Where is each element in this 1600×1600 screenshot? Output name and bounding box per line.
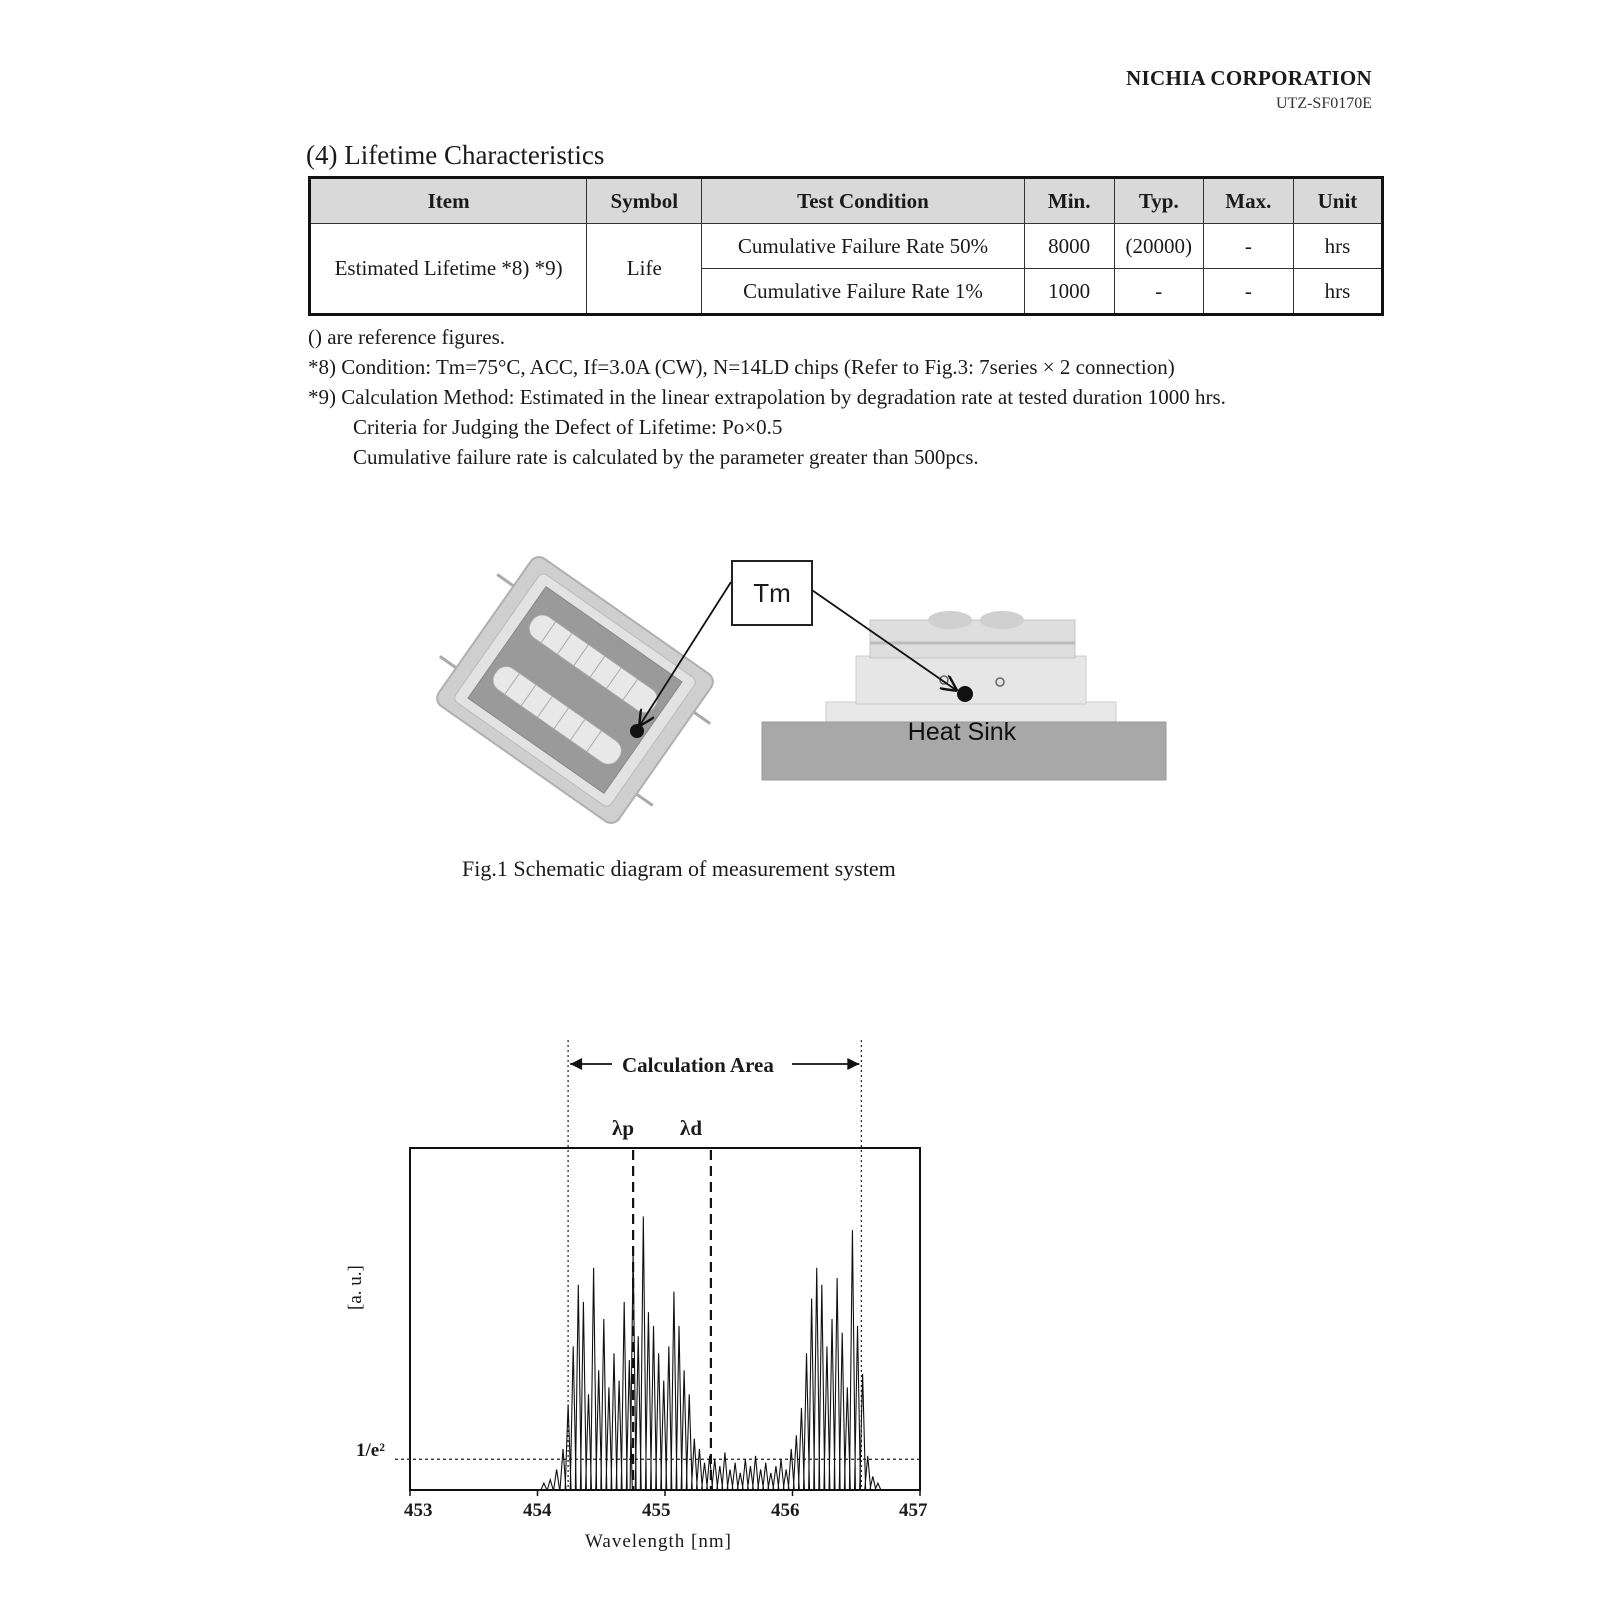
x-axis-label: Wavelength [nm] xyxy=(585,1531,732,1552)
cell-unit: hrs xyxy=(1293,269,1382,315)
cell-item: Estimated Lifetime *8) *9) xyxy=(310,224,587,315)
spectrum-peak xyxy=(860,1374,866,1490)
spectrum-peak xyxy=(855,1326,861,1490)
cell-unit: hrs xyxy=(1293,224,1382,269)
cell-min: 1000 xyxy=(1024,269,1114,315)
x-tick-label: 455 xyxy=(642,1500,671,1521)
cell-max: - xyxy=(1203,224,1293,269)
spectrum-peak xyxy=(870,1476,876,1490)
spectrum-peak xyxy=(554,1469,560,1490)
header-test-condition: Test Condition xyxy=(702,178,1024,224)
cell-condition: Cumulative Failure Rate 1% xyxy=(702,269,1024,315)
spectrum-peak xyxy=(547,1480,553,1490)
spectrum-peak xyxy=(640,1216,646,1490)
spectrum-peak xyxy=(722,1452,728,1490)
calc-area-arrowhead-right xyxy=(847,1058,859,1070)
header-min: Min. xyxy=(1024,178,1114,224)
header-typ: Typ. xyxy=(1114,178,1203,224)
y-axis-label: [a. u.] xyxy=(345,1265,366,1310)
spectrum-peak xyxy=(712,1459,718,1490)
spectrum-peak xyxy=(681,1370,687,1490)
spectrum-peak xyxy=(849,1230,855,1490)
x-tick-label: 453 xyxy=(404,1500,433,1521)
section-title: (4) Lifetime Characteristics xyxy=(306,140,605,170)
spectrum-peak xyxy=(591,1268,597,1490)
x-tick-label: 457 xyxy=(899,1500,928,1521)
cell-typ: (20000) xyxy=(1114,224,1203,269)
spectrum-peak xyxy=(541,1483,547,1490)
spectrum-peak xyxy=(834,1278,840,1490)
spectrum-peak xyxy=(656,1353,662,1490)
cell-condition: Cumulative Failure Rate 50% xyxy=(702,224,1024,269)
spectrum-peak xyxy=(621,1302,627,1490)
cell-min: 8000 xyxy=(1024,224,1114,269)
spectrum-peak xyxy=(580,1302,586,1490)
header-item: Item xyxy=(310,178,587,224)
cell-max: - xyxy=(1203,269,1293,315)
spectrum-peak xyxy=(696,1449,702,1490)
note-9-cumulative: Cumulative failure rate is calculated by the parameter greater than 500pcs. xyxy=(353,445,979,469)
cell-typ: - xyxy=(1114,269,1203,315)
spectrum-peak xyxy=(742,1459,748,1490)
lambda-d-label: λd xyxy=(680,1116,702,1140)
note-reference: () are reference figures. xyxy=(308,325,506,349)
spectrum-peak xyxy=(601,1319,607,1490)
spectrum-peak xyxy=(691,1439,697,1490)
document-id: UTZ-SF0170E xyxy=(1276,95,1372,112)
header-symbol: Symbol xyxy=(587,178,702,224)
calculation-area-label: Calculation Area xyxy=(622,1053,774,1077)
lambda-p-label: λp xyxy=(612,1116,634,1140)
spectrum-peak xyxy=(763,1463,769,1490)
spectrum-peak xyxy=(839,1333,845,1490)
spectrum-peak xyxy=(875,1483,881,1490)
heat-sink-label: Heat Sink xyxy=(907,718,1017,746)
header-unit: Unit xyxy=(1293,178,1382,224)
note-9: *9) Calculation Method: Estimated in the linear extrapolation by degradation rate at tested duration 1000 hrs. xyxy=(308,385,1226,409)
cell-symbol: Life xyxy=(587,224,702,315)
header-max: Max. xyxy=(1203,178,1293,224)
figure1-caption: Fig.1 Schematic diagram of measurement system xyxy=(462,856,896,881)
spectrum-peak xyxy=(676,1326,682,1490)
x-tick-label: 456 xyxy=(771,1500,800,1521)
company-name: NICHIA CORPORATION xyxy=(1126,66,1372,90)
note-8: *8) Condition: Tm=75°C, ACC, If=3.0A (CW), N=14LD chips (Refer to Fig.3: 7series × 2 connection) xyxy=(308,355,1175,379)
x-tick-label: 454 xyxy=(523,1500,552,1521)
tm-label: Tm xyxy=(753,577,791,608)
calc-area-arrowhead-left xyxy=(570,1058,582,1070)
threshold-label: 1/e² xyxy=(356,1440,385,1461)
note-9-criteria: Criteria for Judging the Defect of Lifetime: Po×0.5 xyxy=(353,415,783,439)
spectrum-peak xyxy=(778,1459,784,1490)
spectrum-peak xyxy=(753,1456,759,1490)
spectrum-peak xyxy=(686,1394,692,1490)
spectrum-peak xyxy=(732,1463,738,1490)
spectrum-peak xyxy=(611,1353,617,1490)
